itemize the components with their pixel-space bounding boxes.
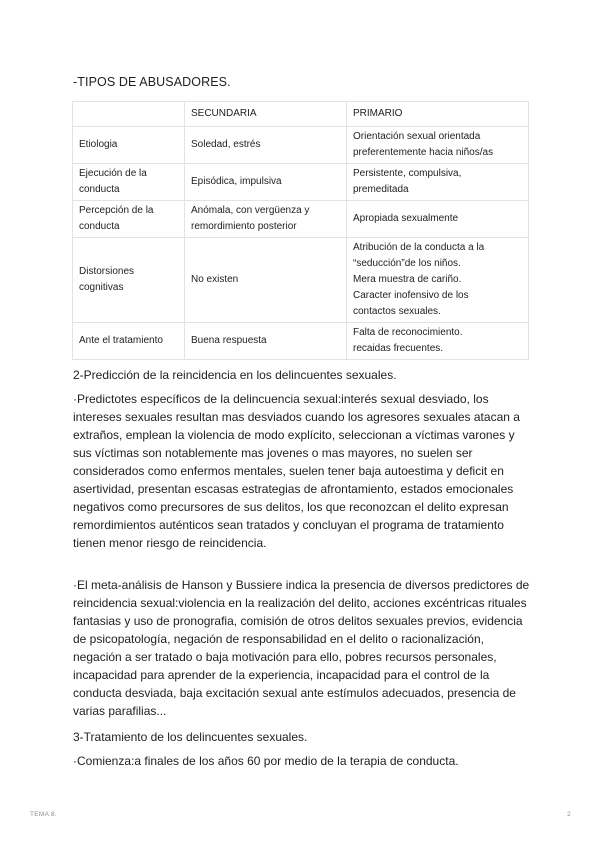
cell-secundaria (185, 164, 347, 201)
abuser-types-table (72, 101, 529, 360)
table-header-primario: PRIMARIO (347, 102, 529, 127)
section2-title: 2-Predicción de la reincidencia en los delincuentes sexuales. (73, 368, 397, 382)
table-header-row (73, 102, 529, 127)
cell-secundaria (185, 201, 347, 238)
row-label: Distorsiones cognitivas (73, 238, 185, 323)
cell-line: recaidas frecuentes. (353, 343, 444, 354)
table-row (73, 164, 529, 201)
row-label: Etiologia (73, 127, 185, 164)
cell-primario (347, 127, 529, 164)
section-heading: -TIPOS DE ABUSADORES. (73, 75, 231, 89)
row-label: Percepción de la conducta (73, 201, 185, 238)
table-row (73, 238, 529, 323)
cell-line: Mera muestra de cariño. (353, 274, 462, 285)
table-body (73, 127, 529, 360)
cell-line: Falta de reconocimiento. (353, 327, 463, 338)
cell-line: remordimiento posterior (191, 221, 297, 232)
section3-title: 3-Tratamiento de los delincuentes sexuales. (73, 730, 308, 744)
cell-secundaria (185, 127, 347, 164)
table-header-secundaria: SECUNDARIA (185, 102, 347, 127)
table-row (73, 323, 529, 360)
table-row (73, 127, 529, 164)
cell-line: Atribución de la conducta a la (353, 242, 485, 253)
cell-line: Apropiada sexualmente (353, 213, 459, 224)
cell-line: Orientación sexual orientada (353, 131, 481, 142)
cell-line: Soledad, estrés (191, 139, 261, 150)
row-label: Ante el tratamiento (73, 323, 185, 360)
cell-line: preferentemente hacia niños/as (353, 147, 494, 158)
cell-primario (347, 323, 529, 360)
section2-paragraph1: ·Predictotes específicos de la delincuencia sexual:interés sexual desviado, los intereses sexuales resultan mas desviados cuando los agresores sexuales atacan a extraños, emplean la violencia de modo explícito, seleccionan a víctimas varones y sus víctimas son notablemente mas jovenes o mas mayores, no suelen ser considerados como enfermos mentales, suelen tener baja autoestima y deficit en asertividad, presentan escasas estrategias de afrontamiento, estados emocionales negativos como precursores de sus delitos, los que reconozcan el delito expresan remordimientos auténticos sean tratados y concluyan el programa de tratamiento tienen menor riesgo de reincidencia. (73, 392, 520, 550)
footer-topic: TEMA 8. (30, 811, 58, 818)
cell-line: Anómala, con vergüenza y (191, 205, 310, 216)
row-label: Ejecución de la conducta (73, 164, 185, 201)
cell-line: premeditada (353, 184, 409, 195)
cell-line: Buena respuesta (191, 335, 267, 346)
cell-primario (347, 201, 529, 238)
table-header-empty (73, 102, 185, 127)
cell-primario (347, 238, 529, 323)
footer-page-number: 2 (567, 811, 571, 818)
section3-paragraph1: ·Comienza:a finales de los años 60 por medio de la terapia de conducta. (73, 754, 459, 768)
cell-primario (347, 164, 529, 201)
cell-line: Caracter inofensivo de los (353, 290, 469, 301)
cell-line: contactos sexuales. (353, 306, 441, 317)
cell-line: Episódica, impulsiva (191, 176, 282, 187)
cell-secundaria (185, 323, 347, 360)
cell-line: “seducción”de los niños. (353, 258, 461, 269)
cell-line: Persistente, compulsiva, (353, 168, 462, 179)
table-row (73, 201, 529, 238)
section2-paragraph2: ·El meta-análisis de Hanson y Bussiere indica la presencia de diversos predictores de reincidencia sexual:violencia en la realización del delito, acciones excéntricas rituales fantasias y uso de pronografia, comisión de otros delitos sexuales previos, evidencia de psicopatología, negación de responsabilidad en el delito o racionalización, negación a ser tratado o baja motivación para ello, pobres recursos personales, incapacidad para aprender de la experiencia, incapacidad para el control de la conducta desviada, baja excitación sexual ante estímulos adecuados, presencia de varias parafilias... (73, 578, 530, 718)
cell-secundaria (185, 238, 347, 323)
cell-line: No existen (191, 274, 239, 285)
